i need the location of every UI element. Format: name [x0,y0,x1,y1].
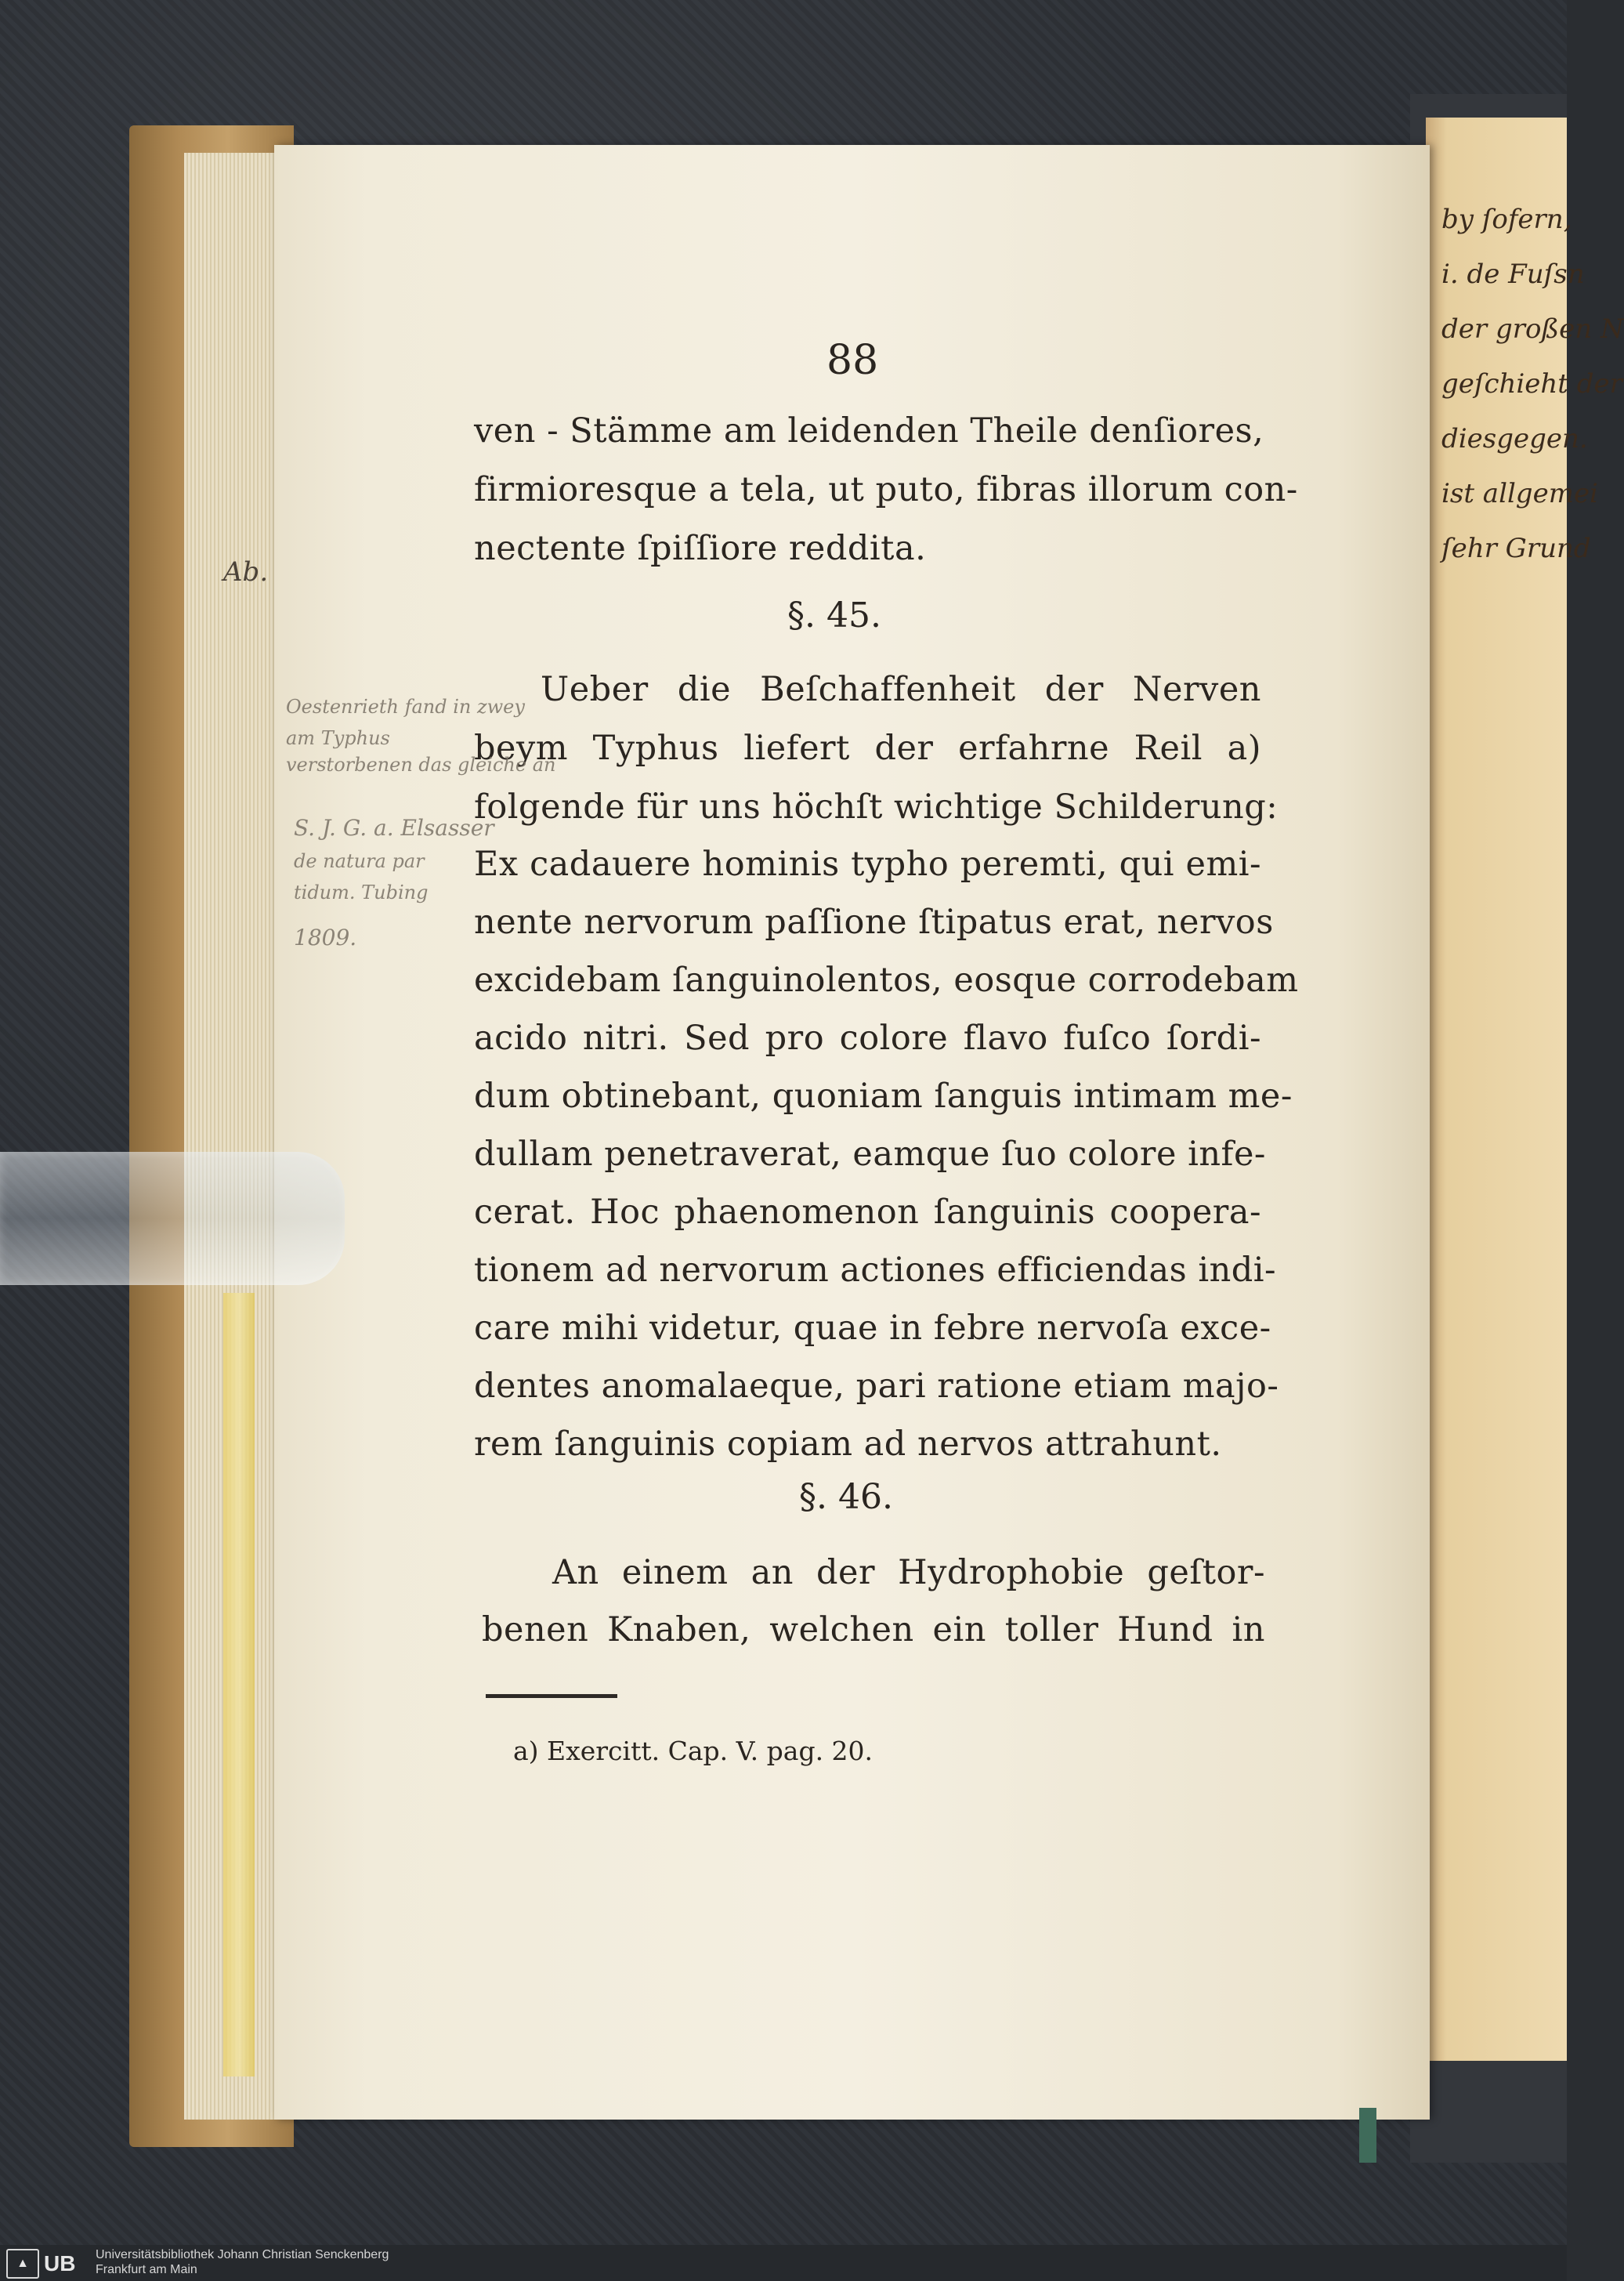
library-logo [6,2249,92,2279]
section-heading-46: §. 46. [799,1477,893,1517]
paragraph-line: cerat. Hoc phaenomenon ſanguinis coopera- [474,1193,1261,1232]
facing-page [1426,118,1624,2061]
paragraph-line: Ueber die Beſchaffenheit der Nerven [541,670,1261,709]
page-edge-gilding [223,1293,255,2076]
margin-note: verstorbenen das gleiche an [286,754,556,776]
margin-note: de natura par [294,850,425,872]
paragraph-line: An einem an der Hydrophobie geſtor- [552,1553,1265,1592]
paragraph-line: beym Typhus liefert der erfahrne Reil a) [474,729,1261,768]
margin-note: Oestenrieth fand in zwey [286,696,525,718]
logo-text: UB [44,2251,76,2276]
paragraph-line: dentes anomalaeque, pari ratione etiam majo- [474,1367,1279,1406]
right-note-6: ist allgemei [1441,478,1598,509]
paragraph-line: care mihi videtur, quae in febre nervoſa exce- [474,1309,1271,1348]
right-note-2: i. de Fuſsn [1441,259,1585,290]
paragraph-line: rem ſanguinis copiam ad nervos attrahunt. [474,1425,1222,1464]
margin-note: tidum. Tubing [294,882,429,903]
ribbon-marker [1359,2108,1376,2163]
right-note-1: by ſofern, [1441,204,1572,235]
right-note-3: der großen N [1441,313,1624,345]
paragraph-line: acido nitri. Sed pro colore flavo fuſco ſordi- [474,1019,1261,1058]
paragraph-line: folgende für uns höchſt wichtige Schilderung: [474,787,1279,827]
section-heading-45: §. 45. [787,596,881,635]
margin-note: am Typhus [286,727,390,749]
right-note-4: geſchieht der [1441,368,1622,400]
library-seal-icon: ▲ [6,2249,39,2279]
margin-annotation-ab: Ab. [223,556,269,588]
paragraph-line: benen Knaben, welchen ein toller Hund in [482,1610,1265,1649]
paragraph-line: Ex cadauere hominis typho peremti, qui emi- [474,845,1261,884]
footnote: a) Exercitt. Cap. V. pag. 20. [513,1736,873,1766]
footnote-rule [486,1694,617,1698]
text-line: firmioresque a tela, ut puto, fibras illorum con- [474,470,1298,509]
footer-city: Frankfurt am Main [96,2263,197,2276]
text-line: nectente ſpiſſiore reddita. [474,529,927,568]
footer-institution: Universitätsbibliothek Johann Christian Senckenberg [96,2248,389,2261]
right-note-5: diesgegen. [1441,423,1588,454]
paragraph-line: dullam penetraverat, eamque ſuo colore infe- [474,1135,1266,1174]
footer-credit [96,2247,389,2277]
text-line: ven - Stämme am leidenden Theile denſiores, [474,411,1264,451]
page-holder-clip [0,1152,345,1285]
paragraph-line: dum obtinebant, quoniam ſanguis intimam me- [474,1077,1293,1116]
margin-note: 1809. [294,925,357,950]
right-note-7: ſehr Grund [1441,533,1591,564]
paragraph-line: tionem ad nervorum actiones efficiendas indi- [474,1251,1277,1290]
paragraph-line: excidebam ſanguinolentos, eosque corrodebam [474,961,1299,1000]
paragraph-line: nente nervorum paſſione ſtipatus erat, nervos [474,903,1274,942]
margin-note: S. J. G. a. Elsasser [294,815,494,841]
page-number: 88 [826,337,879,384]
